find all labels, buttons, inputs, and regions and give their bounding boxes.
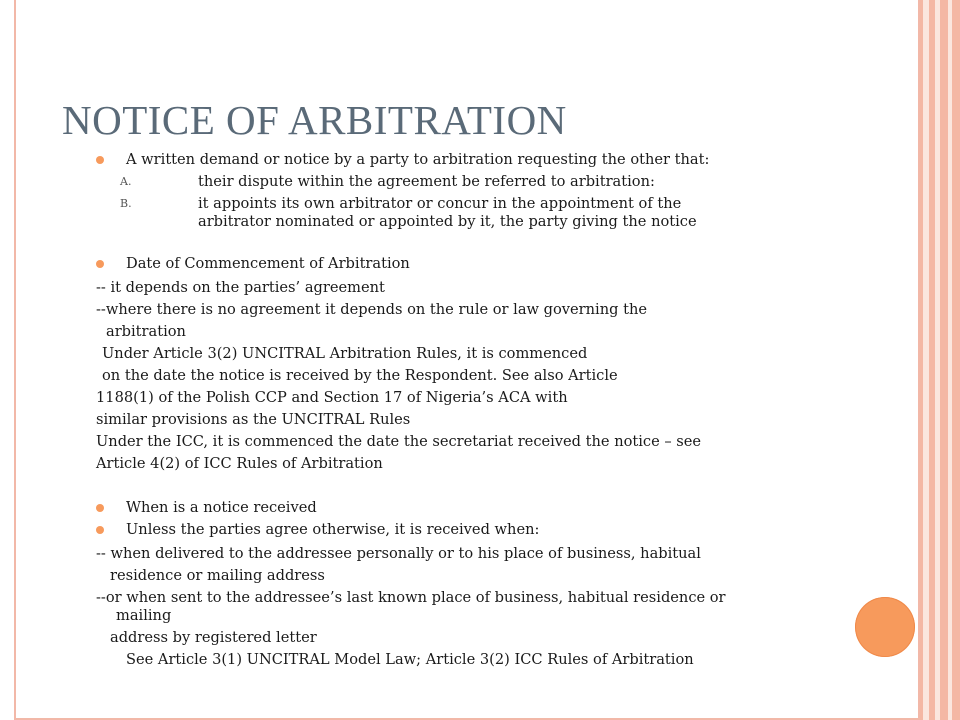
paragraph-line: Under the ICC, it is commenced the date the secretariat received the notice – see (96, 433, 702, 450)
bullet-text: Unless the parties agree otherwise, it is received when: (126, 521, 540, 538)
decorative-stripes (920, 0, 960, 720)
bullet-text: When is a notice received (126, 499, 317, 516)
paragraph-line: See Article 3(1) UNCITRAL Model Law; Article 3(2) ICC Rules of Arbitration (126, 651, 694, 668)
paragraph-line: Article 4(2) of ICC Rules of Arbitration (96, 455, 383, 472)
bullet-text: A written demand or notice by a party to arbitration requesting the other that: (126, 151, 710, 168)
bullet-dot-icon (96, 504, 104, 512)
paragraph-line: mailing (116, 607, 172, 624)
paragraph-line: similar provisions as the UNCITRAL Rules (96, 411, 411, 428)
bullet-dot-icon (96, 156, 104, 164)
list-marker: B. (120, 197, 132, 210)
bullet-dot-icon (96, 526, 104, 534)
paragraph-line: -- it depends on the parties’ agreement (96, 279, 385, 296)
paragraph-line: --where there is no agreement it depends on the rule or law governing the (96, 301, 647, 318)
paragraph-line: -- when delivered to the addressee personally or to his place of business, habitual (96, 545, 701, 562)
list-text: their dispute within the agreement be referred to arbitration: (198, 173, 655, 190)
page-title: NOTICE OF ARBITRATION (62, 97, 567, 143)
decorative-orb (855, 597, 915, 657)
list-text: it appoints its own arbitrator or concur in the appointment of the (198, 195, 682, 212)
paragraph-line: residence or mailing address (110, 567, 325, 584)
list-text-continuation: arbitrator nominated or appointed by it, the party giving the notice (198, 213, 697, 230)
paragraph-line: --or when sent to the addressee’s last known place of business, habitual residence or (96, 589, 726, 606)
paragraph-line: address by registered letter (110, 629, 317, 646)
paragraph-line: 1188(1) of the Polish CCP and Section 17 of Nigeria’s ACA with (96, 389, 568, 406)
paragraph-line: on the date the notice is received by the Respondent. See also Article (102, 367, 618, 384)
bullet-dot-icon (96, 260, 104, 268)
bullet-text: Date of Commencement of Arbitration (126, 255, 410, 272)
list-marker: A. (120, 175, 132, 188)
paragraph-line: Under Article 3(2) UNCITRAL Arbitration Rules, it is commenced (102, 345, 588, 362)
paragraph-line: arbitration (106, 323, 186, 340)
